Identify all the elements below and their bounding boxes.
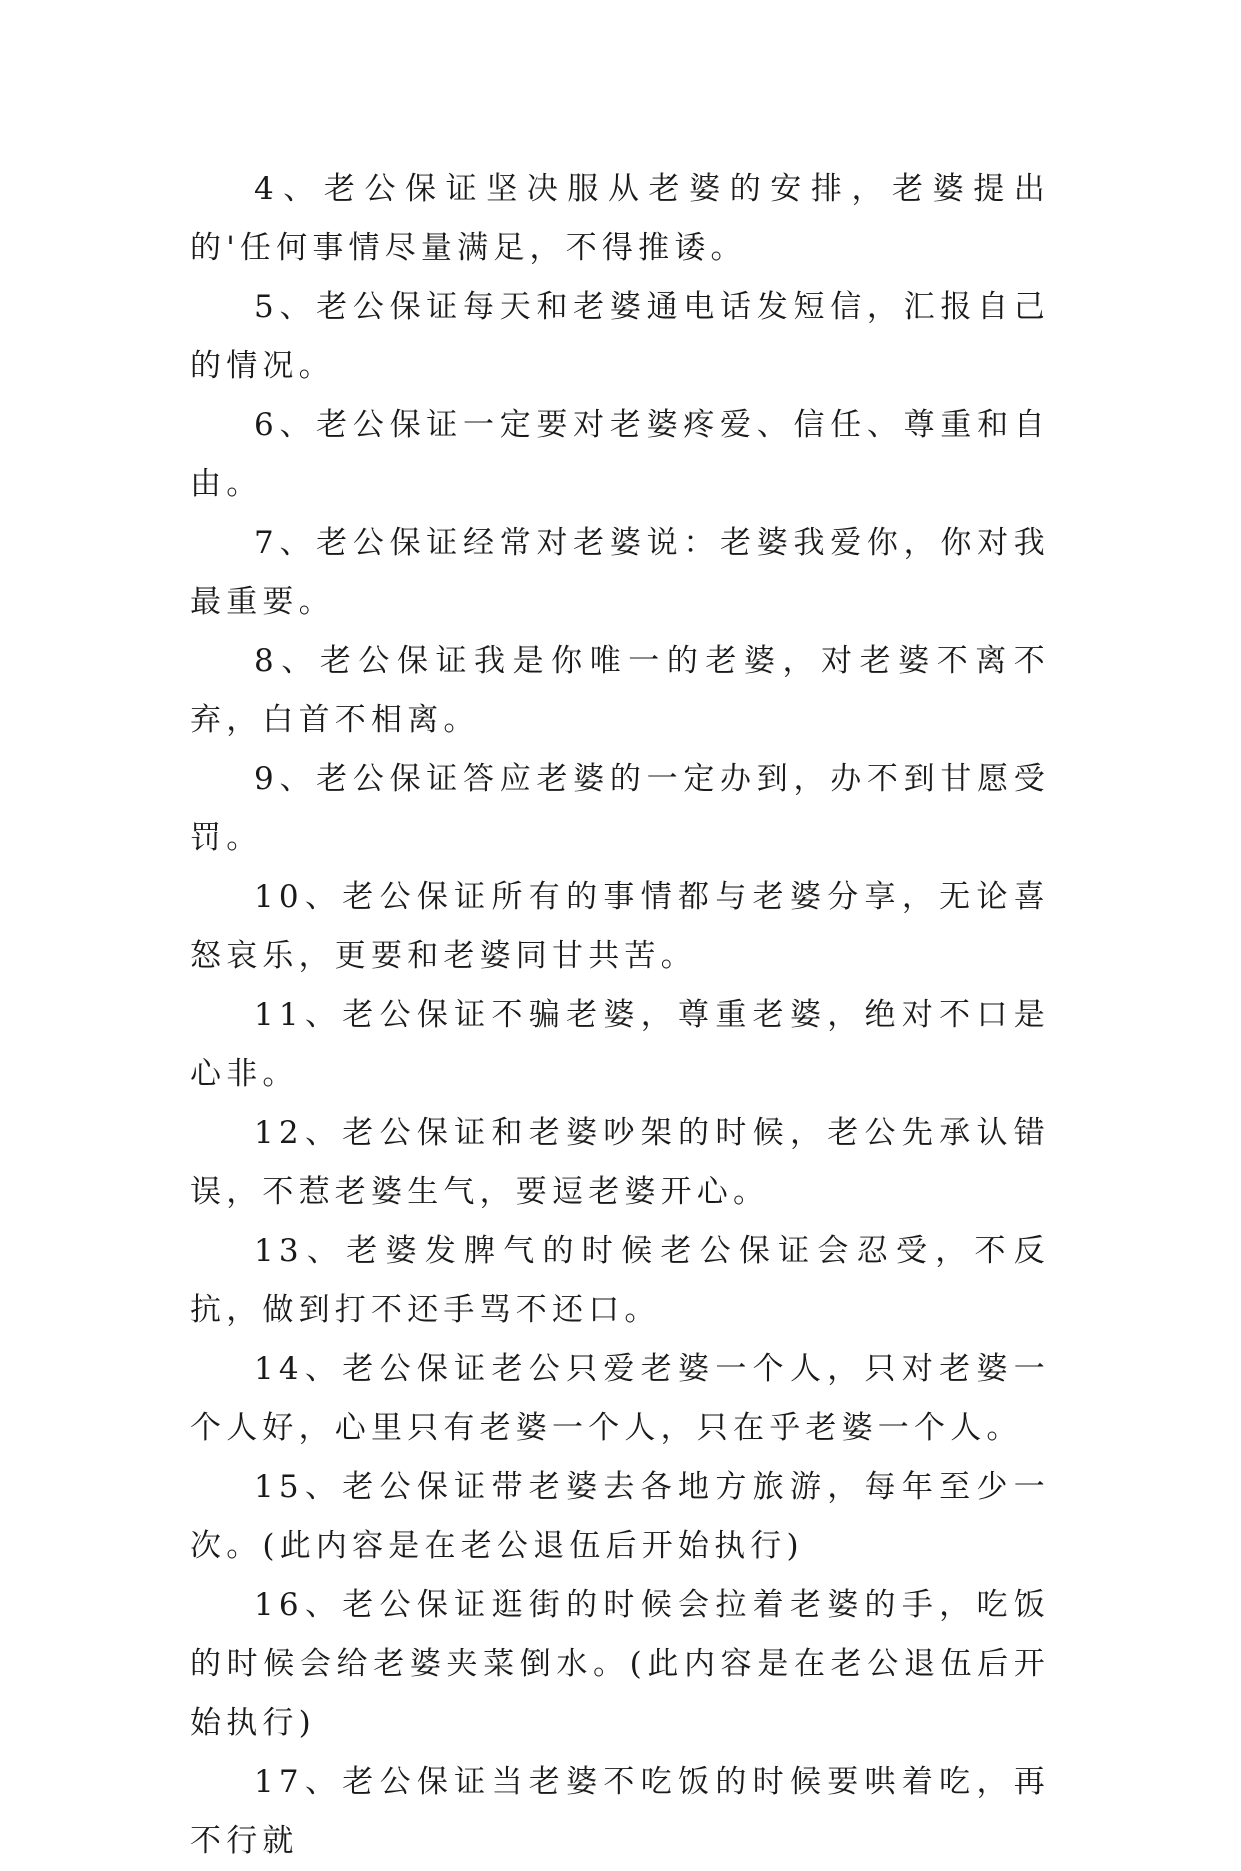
paragraph-item-11: 11、老公保证不骗老婆，尊重老婆，绝对不口是心非。 (190, 997, 1050, 1092)
paragraph-item-15: 15、老公保证带老婆去各地方旅游，每年至少一次。(此内容是在老公退伍后开始执行) (190, 1469, 1050, 1564)
paragraph-item-5: 5、老公保证每天和老婆通电话发短信，汇报自己的情况。 (190, 289, 1050, 384)
paragraph-item-12: 12、老公保证和老婆吵架的时候，老公先承认错误，不惹老婆生气，要逗老婆开心。 (190, 1115, 1050, 1210)
paragraph-item-9: 9、老公保证答应老婆的一定办到，办不到甘愿受罚。 (190, 761, 1050, 856)
paragraph-item-17: 17、老公保证当老婆不吃饭的时候要哄着吃，再不行就 (190, 1764, 1050, 1859)
paragraph-item-8: 8、老公保证我是你唯一的老婆，对老婆不离不弃，白首不相离。 (190, 643, 1050, 738)
paragraph-item-10: 10、老公保证所有的事情都与老婆分享，无论喜怒哀乐，更要和老婆同甘共苦。 (190, 879, 1050, 974)
paragraph-item-16: 16、老公保证逛街的时候会拉着老婆的手，吃饭的时候会给老婆夹菜倒水。(此内容是在老公退伍后开始执行) (190, 1587, 1050, 1741)
paragraph-item-13: 13、老婆发脾气的时候老公保证会忍受，不反抗，做到打不还手骂不还口。 (190, 1233, 1050, 1328)
paragraph-item-4: 4、老公保证坚决服从老婆的安排，老婆提出的'任何事情尽量满足，不得推诿。 (190, 171, 1050, 266)
paragraph-item-7: 7、老公保证经常对老婆说：老婆我爱你，你对我最重要。 (190, 525, 1050, 620)
paragraph-item-14: 14、老公保证老公只爱老婆一个人，只对老婆一个人好，心里只有老婆一个人，只在乎老婆一个人。 (190, 1351, 1050, 1446)
document-body (190, 160, 1050, 1871)
paragraph-item-6: 6、老公保证一定要对老婆疼爱、信任、尊重和自由。 (190, 407, 1050, 502)
